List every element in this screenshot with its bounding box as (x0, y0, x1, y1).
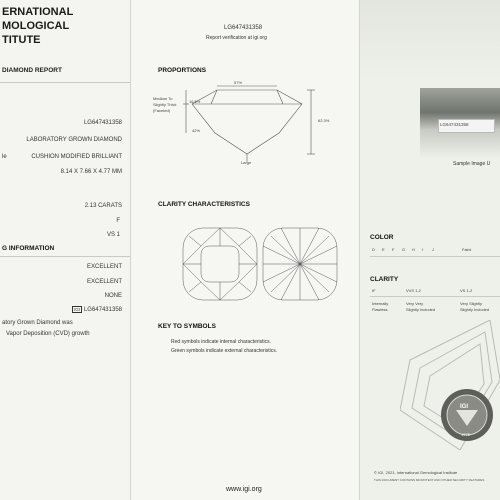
key-line-green: Green symbols indicate external characteristics. (171, 348, 278, 354)
middle-report-number: LG647431358 (224, 25, 263, 31)
clarity-desc-vs-1: Very Slightly (460, 301, 483, 306)
verification-text: Report verification at igi.org (206, 35, 267, 41)
shape-value: CUSHION MODIFIED BRILLIANT (31, 154, 122, 160)
color-grade-J: J (432, 247, 434, 252)
institute-title-line2: MOLOGICAL (2, 20, 70, 32)
polish-value: EXCELLENT (86, 264, 122, 270)
description-value: LABORATORY GROWN DIAMOND (26, 137, 122, 143)
measurements-value: 8.14 X 7.66 X 4.77 MM (60, 169, 122, 175)
color-grade-E: E (382, 247, 385, 252)
report-number: LG647431358 (83, 120, 122, 126)
report-type: DIAMOND REPORT (2, 67, 62, 74)
sample-image-caption: Sample Image U (453, 161, 491, 167)
color-value: F (116, 218, 120, 224)
table-percentage: 57% (234, 80, 243, 85)
institute-title-line1: ERNATIONAL (2, 6, 74, 18)
crown-percentage: 16.5% (189, 99, 201, 104)
photo-inscription: LG647431358 (440, 122, 469, 127)
clarity-characteristics-title: CLARITY CHARACTERISTICS (158, 201, 250, 208)
institute-title-line3: TITUTE (2, 34, 41, 46)
clarity-plot-diagrams (131, 222, 359, 307)
grading-info-header: G INFORMATION (2, 245, 55, 252)
color-scale-title: COLOR (370, 234, 394, 241)
color-grade-G: G (402, 247, 406, 252)
culet-label: Large (241, 160, 252, 165)
clarity-grade-vs: VS 1-2 (460, 288, 473, 293)
clarity-scale-title: CLARITY (370, 276, 399, 283)
proportions-title: PROPORTIONS (158, 67, 207, 74)
clarity-desc-if-1: Internally (372, 301, 389, 306)
pavilion-percentage: 42% (192, 128, 201, 133)
clarity-grade-if: IF (372, 288, 376, 293)
footer-url[interactable]: www.igi.org (226, 486, 262, 493)
carat-value: 2.13 CARATS (84, 203, 122, 209)
depth-percentage: 62.3% (318, 118, 330, 123)
comment-line2: Vapor Deposition (CVD) growth (6, 331, 90, 337)
color-grade-F: F (392, 247, 395, 252)
clarity-desc-vs-2: Slightly Included (460, 307, 490, 312)
girdle-label-line2: Slightly Thick (153, 102, 177, 107)
color-grade-I: I (422, 247, 424, 252)
seal-year: 1975 (461, 432, 470, 437)
girdle-label-line1: Medium To (153, 96, 173, 101)
color-grade-faint: Faint (462, 247, 471, 252)
girdle-label-line3: (Faceted) (153, 108, 171, 113)
proportions-diagram (131, 78, 359, 173)
color-grade-H: H (412, 247, 415, 252)
fluorescence-value: NONE (104, 293, 122, 299)
symmetry-value: EXCELLENT (86, 279, 122, 285)
shape-label: le (2, 154, 7, 160)
microtext-footer: THIS DOCUMENT CONTAINS MICROTEXT AND OTHER SECURITY FEATURES (374, 478, 485, 482)
clarity-grade-vvs: VVS 1-2 (406, 288, 421, 293)
seal-text: IGI (460, 404, 469, 410)
copyright-text: © IGI, 2021, International Gemological Institute (374, 470, 458, 475)
middle-panel (131, 0, 360, 500)
clarity-desc-vvs-2: Slightly Included (406, 307, 436, 312)
comment-line1: atory Grown Diamond was (2, 320, 73, 326)
clarity-desc-vvs-1: Very Very (406, 301, 424, 306)
clarity-desc-if-2: Flawless (372, 307, 388, 312)
right-panel (360, 0, 500, 500)
left-panel (0, 0, 131, 500)
inscription-text: LG647431358 (83, 307, 122, 313)
inscription-value (72, 307, 122, 313)
igi-inscription-logo: IGI (73, 307, 80, 312)
key-line-red: Red symbols indicate internal characteristics. (171, 339, 272, 345)
clarity-value: VS 1 (106, 232, 120, 238)
color-grade-D: D (372, 247, 375, 252)
key-to-symbols-title: KEY TO SYMBOLS (158, 323, 216, 330)
